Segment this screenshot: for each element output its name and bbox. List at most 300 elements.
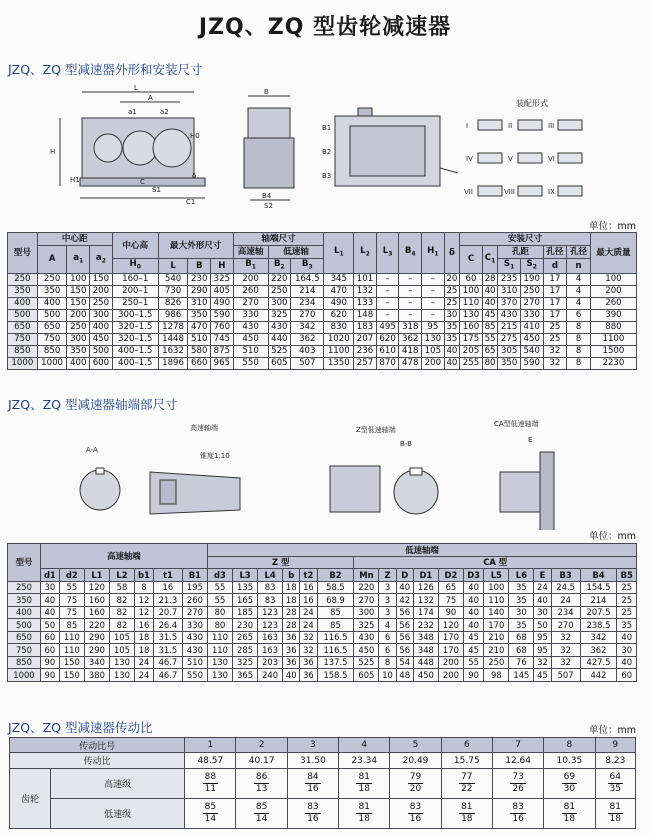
gear-fraction [608, 772, 623, 795]
table-row [8, 333, 637, 345]
table-cell: 36 [283, 644, 300, 657]
gear-numerator: 83 [512, 802, 524, 812]
table-cell: 130 [207, 669, 232, 682]
table-cell: 650 [37, 321, 67, 333]
table-cell: 220 [354, 581, 379, 594]
table-cell: 200 [438, 669, 463, 682]
table-cell: 450 [520, 333, 543, 345]
table-cell: 410 [520, 321, 543, 333]
table-cell: 1350 [324, 357, 354, 369]
table-cell: 46.7 [153, 656, 182, 669]
table-cell: 875 [211, 345, 234, 357]
dim-label: B2 [322, 148, 332, 156]
dim-label: H1 [70, 176, 80, 184]
gear-denominator: 16 [307, 784, 319, 794]
column-header: t2 [300, 569, 317, 582]
table-cell: 550 [182, 669, 207, 682]
dim-label: H0 [190, 132, 200, 140]
table-cell: 600 [90, 357, 113, 369]
column-header: t1 [153, 569, 182, 582]
table-cell: 32 [300, 644, 317, 657]
table-cell: 35 [509, 594, 534, 607]
table-cell: 95 [422, 321, 445, 333]
table-cell: 16 [300, 581, 317, 594]
table-cell: 210 [484, 644, 509, 657]
table-cell: – [399, 309, 422, 321]
table-cell: 60 [617, 669, 637, 682]
table-cell: 870 [376, 357, 399, 369]
table-cell: 31.5 [153, 644, 182, 657]
dim-label: L [134, 84, 138, 92]
col-model: 型号 [8, 544, 41, 582]
table-cell: 1500 [590, 345, 636, 357]
table-cell: 170 [438, 631, 463, 644]
gear-denominator: 30 [563, 784, 576, 794]
table-cell: 300 [67, 333, 90, 345]
gear-teeth-cell [287, 769, 338, 799]
form-label: IV [466, 155, 473, 163]
table-cell: 190 [520, 273, 543, 285]
table-cell: 17 [543, 297, 567, 309]
table-cell: 46.7 [153, 669, 182, 682]
table-cell: 68 [509, 644, 534, 657]
form-label: V [508, 155, 513, 163]
table-cell: 270 [233, 297, 268, 309]
table-cell: 350 [67, 345, 90, 357]
table-cell: 40 [40, 606, 59, 619]
table-cell: 214 [580, 594, 617, 607]
table-cell: 234 [551, 606, 580, 619]
ratio-number: 1 [185, 738, 236, 753]
table-cell: 650 [8, 631, 41, 644]
table-cell: 8 [567, 321, 591, 333]
column-header: L6 [509, 569, 534, 582]
table-cell: 342 [291, 321, 324, 333]
table-cell: 590 [520, 357, 543, 369]
table-cell: 265 [233, 631, 258, 644]
table-cell: – [422, 297, 445, 309]
table-cell: 150 [67, 285, 90, 297]
z-shaft-label: Z型低速轴端 [356, 426, 396, 434]
table-cell: 605 [354, 669, 379, 682]
table-cell: 200 [233, 273, 268, 285]
gear-teeth-cell [236, 769, 287, 799]
ratio-value: 20.49 [390, 753, 441, 769]
table-cell: 28 [283, 619, 300, 632]
table-cell: 400 [8, 606, 41, 619]
table-cell: 310 [498, 285, 521, 297]
table-cell: 40 [283, 669, 300, 682]
table-cell: 260 [182, 594, 207, 607]
table-cell: 750 [8, 333, 38, 345]
table-cell: 130 [109, 656, 134, 669]
table-cell: 330 [233, 309, 268, 321]
table-cell: 18 [283, 581, 300, 594]
table-cell: 255 [460, 357, 483, 369]
table-cell: 965 [211, 357, 234, 369]
table-cell: 150 [59, 656, 84, 669]
table-cell: 230 [188, 273, 211, 285]
table-cell: 58 [109, 581, 134, 594]
table-cell: 345 [324, 273, 354, 285]
table-cell: 35 [509, 581, 534, 594]
gear-fraction [408, 772, 423, 795]
table-cell: 16 [153, 581, 182, 594]
table-cell: 430 [354, 631, 379, 644]
hs-shaft-label: 高速轴端 [190, 424, 218, 432]
table-cell: 105 [109, 644, 134, 657]
table-cell: 320–1.5 [112, 321, 158, 333]
table-cell: 745 [211, 333, 234, 345]
gear-fraction [356, 802, 371, 825]
table-cell: 55 [207, 594, 232, 607]
table-cell: 150 [67, 297, 90, 309]
table-cell: – [376, 285, 399, 297]
gear-denominator: 18 [461, 814, 473, 824]
table-cell: 110 [460, 297, 483, 309]
table-cell: 24 [534, 581, 551, 594]
table-cell: 25 [543, 333, 567, 345]
gear-teeth-cell [339, 799, 390, 829]
table-cell: 90 [40, 656, 59, 669]
column-header: B1 [182, 569, 207, 582]
table-cell: 450 [413, 669, 438, 682]
table-cell: 35 [444, 333, 460, 345]
gear-teeth-cell [287, 799, 338, 829]
gear-fraction [459, 772, 474, 795]
table-cell: 6 [567, 309, 591, 321]
ratio-number: 4 [339, 738, 390, 753]
gear-fraction [254, 802, 269, 825]
table-cell: 348 [413, 631, 438, 644]
table-cell: 158.5 [317, 669, 354, 682]
table-cell: 234 [291, 297, 324, 309]
table-cell: 85 [317, 619, 354, 632]
table-cell: 270 [520, 297, 543, 309]
table-cell: 405 [211, 285, 234, 297]
table-cell: 95 [534, 644, 551, 657]
column-header: d3 [207, 569, 232, 582]
table-cell: 300 [268, 297, 291, 309]
table-cell: 490 [324, 297, 354, 309]
column-header: B5 [617, 569, 637, 582]
table-cell: 430 [233, 321, 268, 333]
table-cell: 25 [617, 581, 637, 594]
gear-denominator: 35 [609, 784, 621, 794]
ratio-value: 48.57 [185, 753, 236, 769]
ratio-value: 31.50 [287, 753, 338, 769]
table-cell: 185 [233, 606, 258, 619]
dim-label: C [140, 178, 145, 186]
table-cell: 45 [482, 309, 498, 321]
table-cell: 450 [354, 644, 379, 657]
table-cell: 8 [567, 333, 591, 345]
table-cell: 18 [135, 631, 154, 644]
table-cell: – [376, 309, 399, 321]
section-label: E [528, 436, 533, 444]
table-cell: 300–1.5 [112, 309, 158, 321]
gear-teeth-cell [390, 799, 441, 829]
table-cell: 20.7 [153, 606, 182, 619]
table-cell: 140 [484, 606, 509, 619]
table-cell: 250 [37, 273, 67, 285]
gear-numerator: 69 [563, 772, 576, 782]
table-cell: 540 [520, 345, 543, 357]
table-cell: 60 [40, 644, 59, 657]
unit-label: 单位：mm [588, 531, 636, 542]
gear-teeth-cell [185, 769, 236, 799]
table-cell: 205 [460, 345, 483, 357]
column-header: b [283, 569, 300, 582]
table-cell: 320–1.5 [112, 333, 158, 345]
table-cell: 207.5 [580, 606, 617, 619]
table-cell: 83 [258, 594, 283, 607]
table-cell: 132 [413, 594, 438, 607]
table-cell: 85 [482, 321, 498, 333]
table-cell: 163 [258, 631, 283, 644]
table-row [8, 644, 637, 657]
table-cell: 290 [188, 285, 211, 297]
table-cell: 200 [590, 285, 636, 297]
table-cell: 236 [354, 345, 377, 357]
table-cell: 40 [396, 581, 413, 594]
table-cell: 305 [498, 345, 521, 357]
table-cell: 28 [482, 273, 498, 285]
column-header: D2 [438, 569, 463, 582]
table-cell: 35 [444, 321, 460, 333]
table-row [8, 581, 637, 594]
table-cell: 510 [182, 656, 207, 669]
table-cell: 30 [617, 644, 637, 657]
table-cell: 32 [300, 631, 317, 644]
table-cell: 30 [40, 581, 59, 594]
table-cell: 55 [59, 581, 84, 594]
table-cell: 10 [379, 669, 396, 682]
table-cell: 154.5 [580, 581, 617, 594]
table-cell: 290 [84, 644, 109, 657]
table-cell: 175 [460, 333, 483, 345]
table-cell: 2230 [590, 357, 636, 369]
table-cell: 230 [233, 619, 258, 632]
table-cell: 12 [135, 606, 154, 619]
section-label: A-A [86, 446, 98, 454]
table-cell: 350 [188, 309, 211, 321]
table-cell: 220 [84, 619, 109, 632]
gear-denominator: 14 [204, 814, 217, 824]
table-cell: 56 [396, 644, 413, 657]
table-cell: 348 [413, 644, 438, 657]
table-cell: 500 [8, 619, 41, 632]
gear-teeth-cell [492, 769, 543, 799]
table-cell: 80 [207, 606, 232, 619]
ratio-number: 3 [287, 738, 338, 753]
gear-denominator: 14 [255, 814, 268, 824]
gear-fraction [608, 802, 623, 825]
table-cell: 25 [617, 594, 637, 607]
table-cell: 30 [534, 606, 551, 619]
section-label: B-B [400, 440, 412, 448]
table-cell: 32 [551, 644, 580, 657]
gear-teeth-cell [544, 769, 595, 799]
table-cell: 203 [258, 656, 283, 669]
table-cell: 350 [37, 285, 67, 297]
table-cell: 365 [233, 669, 258, 682]
table-cell: 8 [567, 357, 591, 369]
gear-numerator: 85 [255, 802, 268, 812]
table-cell: 25 [444, 285, 460, 297]
column-header: Mn [354, 569, 379, 582]
table-cell: 36 [283, 631, 300, 644]
table-cell: 32 [543, 345, 567, 357]
table-cell: 170 [484, 619, 509, 632]
table-cell: 325 [354, 619, 379, 632]
table-cell: 170 [438, 644, 463, 657]
table-cell: 1100 [590, 333, 636, 345]
ratio-value: 12.64 [492, 753, 543, 769]
table-cell: 25 [543, 321, 567, 333]
table-cell: 880 [590, 321, 636, 333]
table-cell: 440 [268, 333, 291, 345]
table-cell: 8 [135, 581, 154, 594]
table-row [8, 619, 637, 632]
table-cell: 110 [207, 644, 232, 657]
table-cell: 1278 [158, 321, 188, 333]
table-cell: 260 [233, 285, 268, 297]
ratio-value: 15.75 [441, 753, 492, 769]
table-cell: 164.5 [291, 273, 324, 285]
table-cell: 56 [396, 631, 413, 644]
table-cell: 1000 [37, 357, 67, 369]
table-cell: 500 [37, 309, 67, 321]
table-cell: 160 [460, 321, 483, 333]
column-header: L5 [484, 569, 509, 582]
reducer-outline-drawing [0, 78, 650, 213]
column-header: L2 [109, 569, 134, 582]
table-cell: 3 [379, 594, 396, 607]
unit-label: 单位：mm [588, 221, 636, 232]
gear-numerator: 85 [204, 802, 217, 812]
form-label: VIII [504, 188, 515, 196]
table-cell: 150 [90, 273, 113, 285]
section-title-dimensions: JZQ、ZQ 型减速器外形和安装尺寸 [8, 62, 203, 77]
table-cell: 31.5 [153, 631, 182, 644]
form-label: I [466, 122, 469, 130]
gear-numerator: 83 [409, 802, 422, 812]
table-cell: 90 [438, 606, 463, 619]
table-cell: 48 [396, 669, 413, 682]
table-cell: 250 [67, 321, 90, 333]
table-cell: 325 [233, 656, 258, 669]
gear-denominator: 22 [461, 784, 473, 794]
table-cell: 325 [211, 273, 234, 285]
table-cell: 105 [109, 631, 134, 644]
table-cell: 550 [233, 357, 268, 369]
dim-label: B [264, 88, 269, 96]
table-cell: 8 [379, 656, 396, 669]
table-cell: 24 [300, 606, 317, 619]
table-cell: 160–1 [112, 273, 158, 285]
table-cell: 200 [90, 285, 113, 297]
table-cell: 32 [551, 631, 580, 644]
table-cell: 55 [482, 333, 498, 345]
table-cell: 1448 [158, 333, 188, 345]
table-cell: 174 [413, 606, 438, 619]
table-cell: 40 [463, 581, 483, 594]
unit-label: 单位：mm [588, 725, 636, 736]
table-cell: 116.5 [317, 631, 354, 644]
table-cell: 220 [268, 273, 291, 285]
table-cell: 380 [84, 669, 109, 682]
table-cell: 442 [580, 669, 617, 682]
table-cell: 16 [300, 594, 317, 607]
table-cell: 110 [59, 644, 84, 657]
column-header: D3 [463, 569, 483, 582]
table-cell: 17 [543, 273, 567, 285]
table-cell: 490 [211, 297, 234, 309]
table-cell: 165 [233, 594, 258, 607]
dim-label: B1 [322, 124, 332, 132]
table-cell: 325 [268, 309, 291, 321]
table-cell: 40 [482, 285, 498, 297]
table-cell: 16 [135, 619, 154, 632]
table-cell: 56 [396, 606, 413, 619]
table-cell: 290 [84, 631, 109, 644]
ratio-number: 8 [544, 738, 595, 753]
gear-numerator: 81 [461, 802, 473, 812]
table-cell: 145 [509, 669, 534, 682]
table-cell: 200 [438, 656, 463, 669]
table-cell: 68 [509, 631, 534, 644]
table-cell: 100 [67, 273, 90, 285]
table-cell: 250 [8, 581, 41, 594]
table-cell: – [376, 297, 399, 309]
table-cell: 36 [300, 669, 317, 682]
table-cell: 75 [59, 606, 84, 619]
gear-fraction [305, 772, 320, 795]
gear-denominator: 18 [358, 814, 370, 824]
table-cell: 730 [158, 285, 188, 297]
gear-numerator: 83 [307, 802, 319, 812]
table-cell: 40 [463, 619, 483, 632]
gear-numerator: 77 [461, 772, 473, 782]
table-cell: 82 [109, 606, 134, 619]
table-cell: 132 [354, 285, 377, 297]
table-row [8, 345, 637, 357]
form-label: IX [548, 188, 555, 196]
table-cell: 80 [482, 357, 498, 369]
column-header: d2 [59, 569, 84, 582]
gear-teeth-cell [595, 769, 635, 799]
table-cell: 400 [8, 297, 38, 309]
gear-denominator: 16 [307, 814, 319, 824]
gear-teeth-cell [441, 769, 492, 799]
dim-label: B4 [262, 192, 272, 200]
table-cell: 240 [258, 669, 283, 682]
dim-label: a1 [128, 108, 137, 116]
table-cell: 110 [484, 594, 509, 607]
table-cell: 750 [8, 644, 41, 657]
table-row [8, 321, 637, 333]
section-title-ratios: JZQ、ZQ 型减速器传动比 [8, 720, 153, 735]
table-row [8, 357, 637, 369]
table-cell: 130 [207, 656, 232, 669]
gear-numerator: 81 [358, 772, 370, 782]
table-cell: 403 [291, 345, 324, 357]
table-cell: 362 [580, 644, 617, 657]
table-cell: 507 [291, 357, 324, 369]
table-cell: 32 [534, 656, 551, 669]
gear-numerator: 81 [609, 802, 621, 812]
